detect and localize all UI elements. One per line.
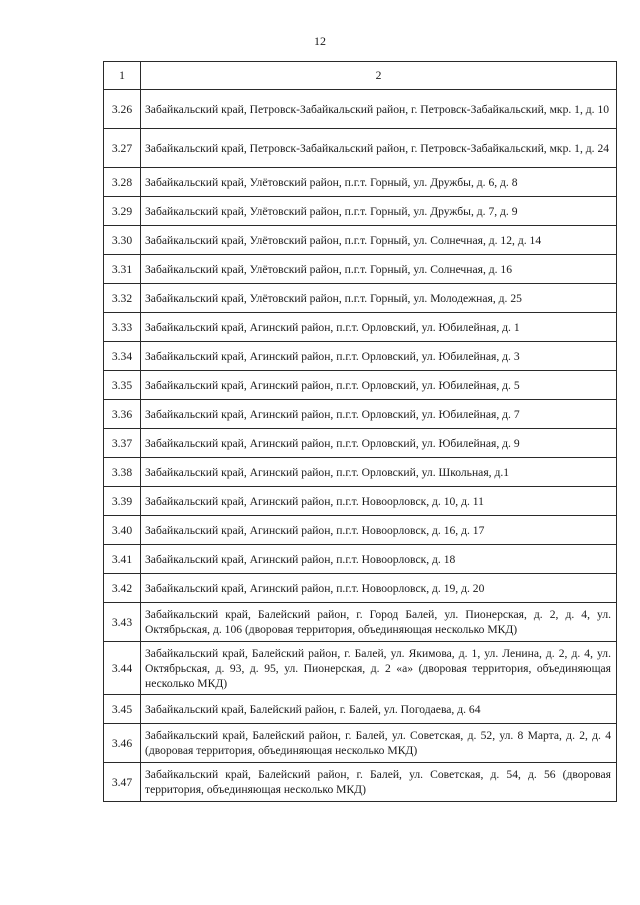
- row-number: 3.32: [104, 284, 141, 313]
- header-col-1: 1: [104, 62, 141, 90]
- row-number: 3.37: [104, 429, 141, 458]
- row-address: Забайкальский край, Агинский район, п.г.т. Новоорловск, д. 10, д. 11: [141, 487, 617, 516]
- row-address: Забайкальский край, Улётовский район, п.г.т. Горный, ул. Дружбы, д. 7, д. 9: [141, 197, 617, 226]
- row-address: Забайкальский край, Петровск-Забайкальский район, г. Петровск-Забайкальский, мкр. 1, д. 10: [141, 90, 617, 129]
- table-header-row: [104, 62, 617, 90]
- table-row: [104, 371, 617, 400]
- table-row: [104, 763, 617, 802]
- table-row: [104, 313, 617, 342]
- row-number: 3.46: [104, 724, 141, 763]
- row-number: 3.36: [104, 400, 141, 429]
- row-address: Забайкальский край, Петровск-Забайкальский район, г. Петровск-Забайкальский, мкр. 1, д. 24: [141, 129, 617, 168]
- row-address: Забайкальский край, Улётовский район, п.г.т. Горный, ул. Молодежная, д. 25: [141, 284, 617, 313]
- table-row: [104, 90, 617, 129]
- row-address: Забайкальский край, Агинский район, п.г.т. Орловский, ул. Юбилейная, д. 3: [141, 342, 617, 371]
- page-number: 12: [314, 34, 326, 48]
- table-row: [104, 168, 617, 197]
- row-number: 3.29: [104, 197, 141, 226]
- table-row: [104, 642, 617, 695]
- row-number: 3.39: [104, 487, 141, 516]
- row-address: Забайкальский край, Агинский район, п.г.т. Новоорловск, д. 19, д. 20: [141, 574, 617, 603]
- row-number: 3.47: [104, 763, 141, 802]
- table-row: [104, 255, 617, 284]
- row-address: Забайкальский край, Агинский район, п.г.т. Новоорловск, д. 16, д. 17: [141, 516, 617, 545]
- row-address: Забайкальский край, Агинский район, п.г.т. Орловский, ул. Школьная, д.1: [141, 458, 617, 487]
- row-address: Забайкальский край, Балейский район, г. Балей, ул. Якимова, д. 1, ул. Ленина, д. 2, д. 4, ул. Октябрьская, д. 93, д. 95, ул. Пионерская, д. 2 «а» (дворовая территория, объединяющая несколько МКД): [141, 642, 617, 695]
- table-row: [104, 603, 617, 642]
- table-row: [104, 458, 617, 487]
- row-number: 3.26: [104, 90, 141, 129]
- row-number: 3.28: [104, 168, 141, 197]
- table-row: [104, 724, 617, 763]
- row-address: Забайкальский край, Агинский район, п.г.т. Орловский, ул. Юбилейная, д. 5: [141, 371, 617, 400]
- row-address: Забайкальский край, Агинский район, п.г.т. Орловский, ул. Юбилейная, д. 1: [141, 313, 617, 342]
- row-address: Забайкальский край, Улётовский район, п.г.т. Горный, ул. Солнечная, д. 16: [141, 255, 617, 284]
- row-address: Забайкальский край, Агинский район, п.г.т. Орловский, ул. Юбилейная, д. 9: [141, 429, 617, 458]
- table-row: [104, 487, 617, 516]
- table-row: [104, 516, 617, 545]
- row-address: Забайкальский край, Агинский район, п.г.т. Новоорловск, д. 18: [141, 545, 617, 574]
- row-number: 3.38: [104, 458, 141, 487]
- table-row: [104, 695, 617, 724]
- table-row: [104, 429, 617, 458]
- row-number: 3.42: [104, 574, 141, 603]
- row-address: Забайкальский край, Агинский район, п.г.т. Орловский, ул. Юбилейная, д. 7: [141, 400, 617, 429]
- table-row: [104, 545, 617, 574]
- address-table: [103, 61, 617, 802]
- table-row: [104, 226, 617, 255]
- header-col-2: 2: [141, 62, 617, 90]
- table-row: [104, 574, 617, 603]
- table-row: [104, 342, 617, 371]
- row-address: Забайкальский край, Балейский район, г. Балей, ул. Советская, д. 52, ул. 8 Марта, д. 2, д. 4 (дворовая территория, объединяющая несколько МКД): [141, 724, 617, 763]
- row-number: 3.44: [104, 642, 141, 695]
- row-address: Забайкальский край, Балейский район, г. Балей, ул. Погодаева, д. 64: [141, 695, 617, 724]
- row-number: 3.43: [104, 603, 141, 642]
- row-number: 3.33: [104, 313, 141, 342]
- row-number: 3.40: [104, 516, 141, 545]
- row-number: 3.41: [104, 545, 141, 574]
- row-address: Забайкальский край, Балейский район, г. Город Балей, ул. Пионерская, д. 2, д. 4, ул. Октябрьская, д. 106 (дворовая территория, объединяющая несколько МКД): [141, 603, 617, 642]
- row-address: Забайкальский край, Улётовский район, п.г.т. Горный, ул. Солнечная, д. 12, д. 14: [141, 226, 617, 255]
- table-row: [104, 400, 617, 429]
- table-row: [104, 197, 617, 226]
- row-address: Забайкальский край, Улётовский район, п.г.т. Горный, ул. Дружбы, д. 6, д. 8: [141, 168, 617, 197]
- row-number: 3.45: [104, 695, 141, 724]
- row-number: 3.35: [104, 371, 141, 400]
- row-number: 3.30: [104, 226, 141, 255]
- row-number: 3.27: [104, 129, 141, 168]
- table-row: [104, 129, 617, 168]
- table-row: [104, 284, 617, 313]
- row-number: 3.34: [104, 342, 141, 371]
- row-number: 3.31: [104, 255, 141, 284]
- row-address: Забайкальский край, Балейский район, г. Балей, ул. Советская, д. 54, д. 56 (дворовая территория, объединяющая несколько МКД): [141, 763, 617, 802]
